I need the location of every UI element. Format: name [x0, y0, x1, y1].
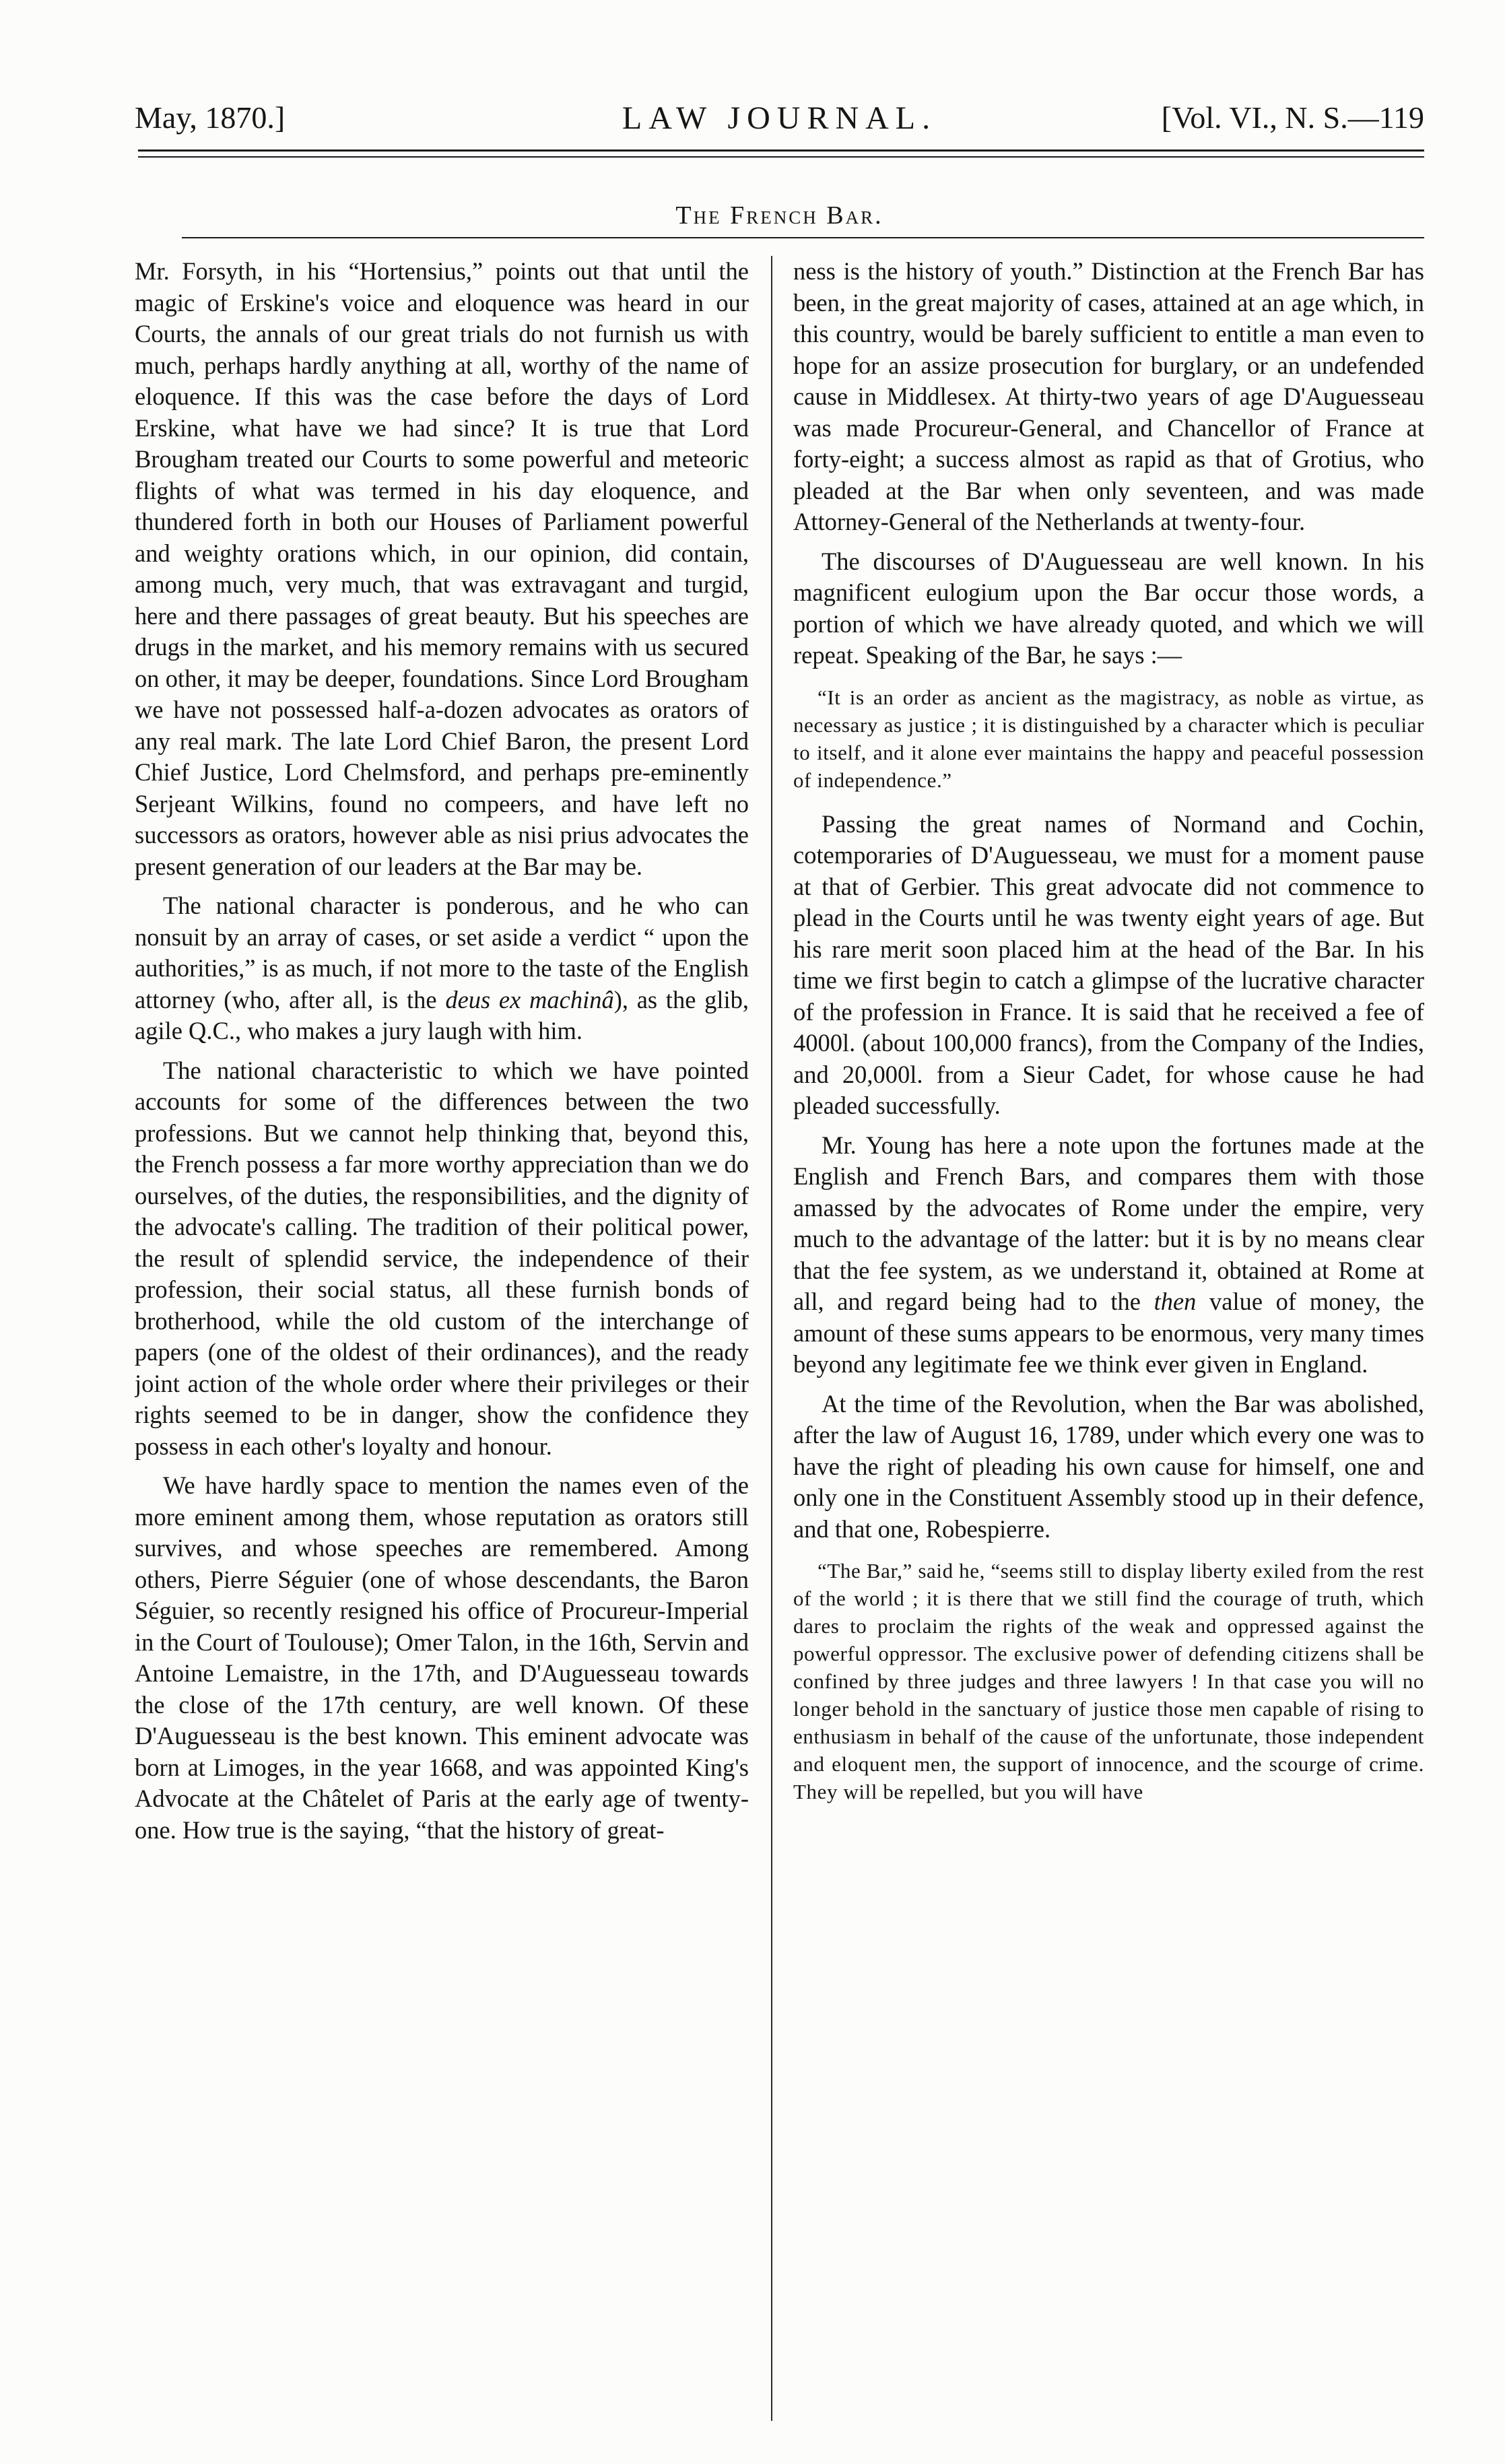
paragraph: Mr. Forsyth, in his “Hortensius,” points out that until the magic of Erskine's voice and eloquence was heard in our Courts, the annals of our great trials do not furnish us with much, perhaps hardly anything at all, worthy of the name of eloquence. If this was the case before the days of Lord Erskine, what have we had since? It is true that Lord Brougham treated our Courts to some powerful and meteoric flights of what was termed in his day eloquence, and thundered forth in both our Houses of Parliament powerful and weighty orations which, in our opinion, did contain, among much, very much, that was extravagant and turgid, here and there passages of great beauty. But his speeches are drugs in the market, and his memory remains with us secured on other, it may be deeper, foundations. Since Lord Brougham we have not possessed half-a-dozen advocates as orators of any real mark. The late Lord Chief Baron, the present Lord Chief Justice, Lord Chelmsford, and perhaps pre-eminently Serjeant Wilkins, found no compeers, and have left no successors as orators, however able as nisi prius advocates the present generation of our leaders at the Bar may be.: [135, 257, 749, 880]
paragraph: Passing the great names of Normand and Cochin, cotemporaries of D'Auguesseau, we must for a moment pause at that of Gerbier. This great advocate did not commence to plead in the Courts until he was twenty eight years of age. But his rare merit soon placed him at the head of the Bar. In his time we first begin to catch a glimpse of the lucrative character of the profession in France. It is said that he received a fee of 4000l. (about 100,000 francs), from the Company of the Indies, and 20,000l. from a Sieur Cadet, for whose cause he had pleaded successfully.: [793, 809, 1424, 1119]
block-quote: “It is an order as ancient as the magistracy, as noble as virtue, as necessary as justice ; it is distinguished by a character which is peculiar to itself, and it alone ever maintains the happy and peaceful possession of independence.”: [793, 685, 1424, 792]
paragraph-text: Mr. Young has here a note upon the fortunes made at the English and French Bars, and compares them with those amassed by the advocates of Rome under the empire, very much to the advantage of the latter: but it is by no means clear that the fee system, as we understand it, obtained at Rome at all, and regard being had to the: [793, 1131, 1424, 1315]
volume-page-number: [Vol. VI., N. S.—119: [1161, 100, 1424, 135]
paragraph: At the time of the Revolution, when the Bar was abolished, after the law of August 16, 1789, under which every one was to have the right of pleading his own cause for himself, one and only one in the Constituent Assembly stood up in their defence, and that one, Robespierre.: [793, 1389, 1424, 1543]
paragraph: The national characteristic to which we have pointed accounts for some of the differences between the two professions. But we cannot help thinking that, beyond this, the French possess a far more worthy appreciation than we do ourselves, of the duties, the responsibilities, and the dignity of the advocate's calling. The tradition of their political power, the result of splendid service, the independence of their profession, their social status, all these furnish bonds of brotherhood, while the old custom of the interchange of papers (one of the oldest of their ordinances), and the ready joint action of the whole order where their privileges or their rights seemed to be in danger, show the confidence they possess in each other's loyalty and honour.: [135, 1056, 749, 1460]
paragraph: [135, 890, 749, 1047]
section-title: The French Bar.: [675, 201, 883, 230]
paragraph: [793, 1130, 1424, 1380]
paragraph-text: The national character is ponderous, and he who can nonsuit by an array of cases, or set aside a verdict “ upon the authorities,” is as much, if not more to the taste of the English attorney (who, after all, is the: [135, 892, 749, 1013]
section-rule: [182, 237, 1424, 238]
right-column: [793, 256, 1424, 2418]
block-quote: “The Bar,” said he, “seems still to display liberty exiled from the rest of the world ; it is there that we still find the courage of truth, which dares to proclaim the rights of the weak and oppressed against the powerful oppressor. The exclusive power of defending citizens shall be confined by three judges and three lawyers ! In that case you will no longer behold in the sanctuary of justice those men capable of rising to enthusiasm in behalf of the cause of the unfortunate, those independent and eloquent men, the support of innocence, and the scourge of crime. They will be repelled, but you will have: [793, 1559, 1424, 1803]
italic-phrase: deus ex machinâ: [445, 985, 614, 1013]
journal-title: LAW JOURNAL.: [622, 100, 937, 136]
running-header: [135, 100, 1424, 154]
paragraph: The discourses of D'Auguesseau are well known. In his magnificent eulogium upon the Bar occur those words, a portion of which we have already quoted, and which we will repeat. Speaking of the Bar, he says :—: [793, 547, 1424, 669]
paragraph: We have hardly space to mention the names even of the more eminent among them, whose reputation as orators still survives, and whose speeches are remembered. Among others, Pierre Séguier (one of whose descendants, the Baron Séguier, so recently resigned his office of Procureur-Imperial in the Court of Toulouse); Omer Talon, in the 16th, Servin and Antoine Lemaistre, in the 17th, and D'Auguesseau towards the close of the 17th century, are well known. Of these D'Auguesseau is the best known. This eminent advocate was born at Limoges, in the year 1668, and was appointed King's Advocate at the Châtelet of Paris at the early age of twenty-one. How true is the saying, “that the history of great-: [135, 1471, 749, 1844]
column-divider: [771, 256, 772, 2421]
paragraph-text: ), as the glib, agile Q.C., who makes a jury laugh with him.: [135, 985, 749, 1044]
left-column: [135, 256, 749, 2418]
issue-date: May, 1870.]: [135, 100, 286, 135]
header-rule-top: [138, 149, 1424, 152]
paragraph-text: value of money, the amount of these sums appears to be enormous, very many times beyond any legitimate fee we think ever given in England.: [793, 1288, 1424, 1378]
italic-word: then: [1153, 1288, 1197, 1315]
header-rule-bottom: [138, 156, 1424, 158]
paragraph: ness is the history of youth.” Distinction at the French Bar has been, in the great majority of cases, attained at an age which, in this country, would be barely sufficient to entitle a man even to hope for an assize prosecution for burglary, or an undefended cause in Middlesex. At thirty-two years of age D'Auguesseau was made Procureur-General, and Chancellor of France at forty-eight; a success almost as rapid as that of Grotius, who pleaded at the Bar when only seventeen, and was made Attorney-General of the Netherlands at twenty-four.: [793, 257, 1424, 535]
